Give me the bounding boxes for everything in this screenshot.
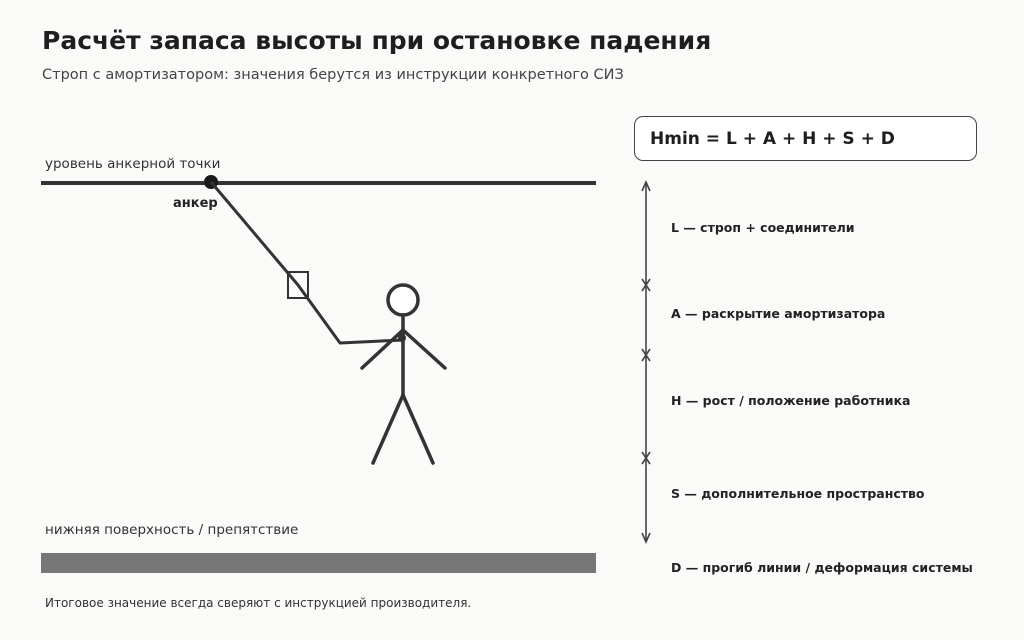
worker-leg-right	[403, 395, 433, 463]
worker-arm-left	[362, 330, 403, 368]
bottom-surface	[41, 553, 596, 573]
footnote: Итоговое значение всегда сверяют с инструкцией производителя.	[45, 596, 472, 610]
harness-attachment	[398, 334, 406, 342]
worker-figure	[362, 285, 445, 463]
worker-arm-right	[403, 330, 445, 368]
worker-head	[388, 285, 418, 315]
lanyard-line	[211, 182, 403, 343]
formula-box	[634, 116, 977, 161]
bottom-surface-label: нижняя поверхность / препятствие	[45, 522, 299, 538]
worker-leg-left	[373, 395, 403, 463]
segment-label-a: A — раскрытие амортизатора	[671, 306, 886, 321]
dimension-line	[642, 182, 650, 542]
page-title: Расчёт запаса высоты при остановке падения	[42, 26, 712, 55]
anchor-level-label: уровень анкерной точки	[45, 156, 221, 172]
formula-text: Hmin = L + A + H + S + D	[650, 128, 895, 149]
segment-label-s: S — дополнительное пространство	[671, 486, 925, 501]
page-subtitle: Строп с амортизатором: значения берутся из инструкции конкретного СИЗ	[42, 67, 624, 83]
segment-label-l: L — строп + соединители	[671, 220, 855, 235]
segment-label-d: D — прогиб линии / деформация системы	[671, 560, 973, 575]
segment-label-h: H — рост / положение работника	[671, 393, 911, 408]
anchor-label: анкер	[173, 196, 218, 211]
